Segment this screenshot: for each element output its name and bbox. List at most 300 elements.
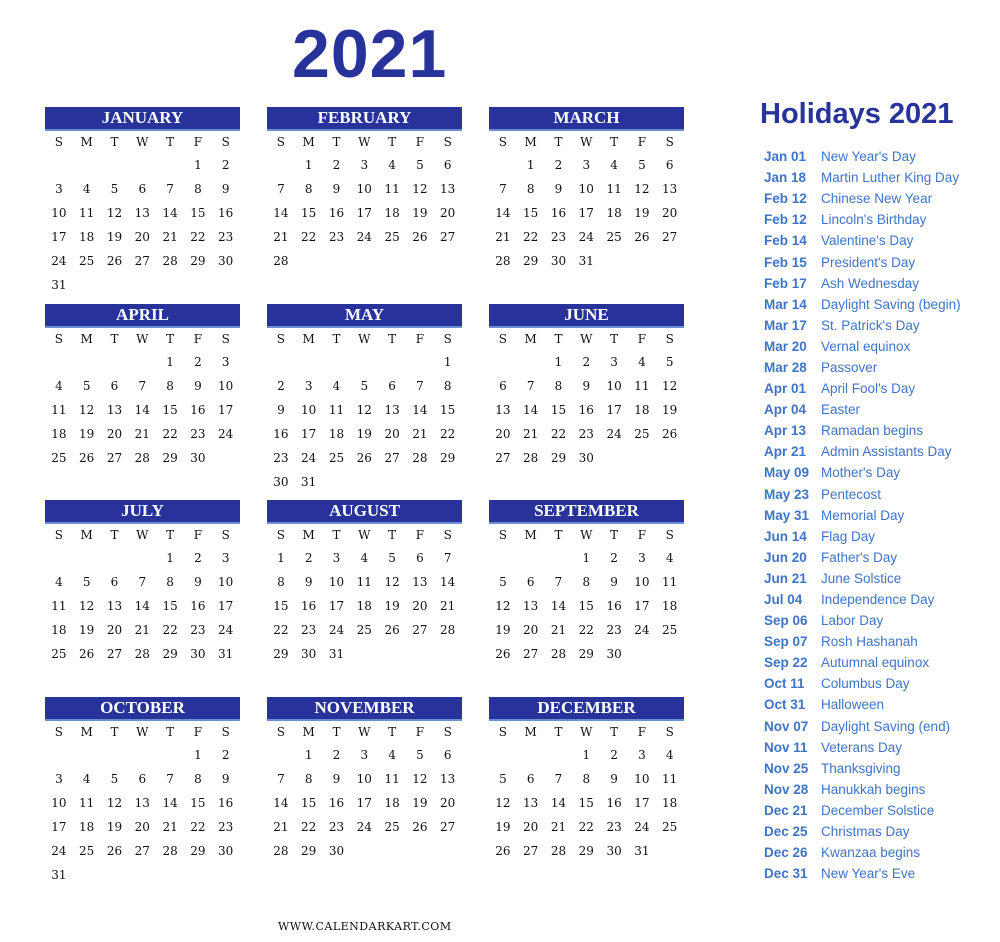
weekday-label: S: [665, 725, 674, 739]
day-cell: [656, 446, 684, 470]
day-cell: 28: [523, 451, 539, 465]
day-cell: [73, 153, 101, 177]
day-cell: 18: [79, 820, 95, 834]
week-row: [489, 546, 684, 570]
day-cell: 7: [277, 182, 285, 196]
year-title: 2021: [292, 16, 448, 92]
month-january: [45, 107, 240, 297]
week-row: [45, 350, 240, 374]
holiday-item: [764, 737, 994, 758]
week-row: [489, 570, 684, 594]
day-cell: 3: [221, 355, 230, 369]
holiday-date: Feb 17: [764, 275, 807, 291]
week-row: [45, 743, 240, 767]
day-cell: 14: [273, 796, 289, 810]
day-cell: 27: [106, 451, 123, 465]
day-cell: 26: [634, 230, 650, 244]
day-cell: [489, 743, 517, 767]
month-march: [489, 107, 684, 273]
weekday-label: S: [54, 332, 64, 346]
day-cell: 28: [550, 647, 567, 661]
holiday-date: Feb 12: [764, 212, 807, 228]
day-cell: 5: [499, 772, 507, 786]
day-cell: 9: [277, 403, 285, 417]
holiday-item: [764, 673, 994, 694]
holiday-name: Father's Day: [821, 549, 898, 565]
day-cell: [656, 249, 684, 273]
day-cell: 3: [638, 748, 646, 762]
holiday-date: Nov 07: [764, 718, 809, 734]
weekday-label: W: [358, 725, 371, 739]
day-cell: 29: [550, 451, 567, 465]
day-cell: 21: [550, 820, 567, 834]
day-cell: [656, 642, 684, 666]
day-cell: 5: [110, 772, 119, 786]
week-row: [267, 642, 462, 666]
day-cell: 27: [384, 451, 400, 465]
holiday-name: Hanukkah begins: [821, 781, 926, 797]
day-cell: 16: [550, 206, 567, 220]
week-row: [45, 273, 240, 297]
weekday-row: [45, 131, 240, 153]
day-cell: 21: [495, 230, 511, 244]
weekday-label: M: [524, 725, 537, 739]
day-cell: 23: [190, 623, 206, 637]
holiday-item: [764, 378, 994, 399]
day-cell: 27: [106, 647, 123, 661]
day-cell: 13: [440, 182, 456, 196]
day-cell: 16: [578, 403, 594, 417]
day-cell: [628, 446, 656, 470]
day-cell: 17: [301, 427, 317, 441]
day-cell: 23: [550, 230, 567, 244]
day-cell: 4: [665, 748, 674, 762]
holiday-name: Daylight Saving (begin): [821, 296, 961, 312]
day-cell: 19: [412, 206, 428, 220]
day-cell: 4: [55, 575, 63, 589]
weekday-label: F: [415, 135, 425, 149]
day-cell: 25: [356, 623, 372, 637]
week-row: [45, 201, 240, 225]
day-cell: 5: [416, 158, 424, 172]
day-cell: 5: [360, 379, 369, 393]
day-cell: 13: [384, 403, 400, 417]
day-cell: 8: [304, 772, 313, 786]
day-cell: 24: [634, 820, 650, 834]
holiday-date: Apr 21: [764, 444, 807, 460]
day-cell: 24: [218, 427, 234, 441]
day-cell: 1: [304, 748, 313, 762]
weekday-label: W: [580, 528, 593, 542]
month-header: AUGUST: [267, 500, 462, 524]
weekday-label: F: [193, 725, 203, 739]
month-header: DECEMBER: [489, 697, 684, 721]
week-row: [267, 470, 462, 494]
day-cell: [101, 863, 129, 887]
day-cell: 26: [662, 427, 678, 441]
day-cell: 24: [51, 254, 67, 268]
day-cell: 20: [106, 427, 123, 441]
day-cell: 4: [388, 158, 396, 172]
holiday-date: Dec 25: [764, 824, 808, 840]
day-cell: 30: [273, 475, 289, 489]
weekday-label: M: [302, 725, 315, 739]
day-cell: 6: [388, 379, 396, 393]
day-cell: 20: [412, 599, 428, 613]
holiday-name: Chinese New Year: [821, 191, 933, 207]
day-cell: 8: [194, 772, 202, 786]
day-cell: 8: [582, 772, 591, 786]
week-row: [489, 398, 684, 422]
day-cell: 26: [356, 451, 372, 465]
holiday-date: Apr 04: [764, 402, 807, 418]
day-cell: 14: [162, 796, 178, 810]
day-cell: 11: [634, 379, 650, 393]
day-cell: 14: [550, 599, 567, 613]
weekday-label: F: [193, 332, 203, 346]
day-cell: [128, 273, 156, 297]
day-cell: 18: [606, 206, 622, 220]
weekday-label: T: [388, 528, 397, 542]
day-cell: [101, 273, 129, 297]
weekday-label: S: [221, 135, 230, 149]
week-row: [45, 546, 240, 570]
day-cell: 27: [134, 844, 150, 858]
day-cell: [406, 839, 434, 863]
weekday-label: T: [554, 135, 563, 149]
day-cell: 2: [610, 551, 618, 565]
day-cell: 10: [328, 575, 345, 589]
day-cell: 6: [443, 158, 452, 172]
day-cell: [101, 546, 129, 570]
week-row: [489, 839, 684, 863]
day-cell: 23: [606, 820, 622, 834]
day-cell: 7: [443, 551, 452, 565]
week-row: [45, 446, 240, 470]
day-cell: 11: [662, 575, 678, 589]
week-row: [267, 815, 462, 839]
holiday-date: May 09: [764, 465, 810, 481]
holiday-date: Sep 06: [764, 613, 808, 629]
holiday-date: Jun 14: [764, 528, 807, 544]
day-cell: 14: [273, 206, 289, 220]
day-cell: 16: [218, 796, 234, 810]
day-cell: 6: [499, 379, 507, 393]
day-cell: 4: [55, 379, 63, 393]
weekday-label: S: [498, 332, 508, 346]
week-row: [489, 815, 684, 839]
day-cell: 28: [273, 254, 289, 268]
day-cell: 30: [578, 451, 594, 465]
day-cell: 26: [495, 844, 511, 858]
holiday-date: Oct 31: [764, 697, 806, 713]
day-cell: 14: [134, 599, 150, 613]
day-cell: 22: [578, 623, 594, 637]
weekday-label: W: [580, 332, 593, 346]
day-cell: 19: [79, 623, 95, 637]
day-cell: 20: [523, 623, 539, 637]
day-cell: [406, 470, 434, 494]
weekday-label: S: [498, 528, 508, 542]
day-cell: 19: [79, 427, 95, 441]
weekday-label: S: [54, 528, 64, 542]
day-cell: 25: [384, 230, 400, 244]
day-cell: 31: [634, 844, 650, 858]
day-cell: 11: [356, 575, 372, 589]
day-cell: 10: [356, 182, 372, 196]
holiday-item: [764, 336, 994, 357]
day-cell: 23: [578, 427, 594, 441]
weekday-label: T: [166, 725, 175, 739]
weekday-label: F: [637, 332, 647, 346]
day-cell: 21: [273, 230, 289, 244]
day-cell: 3: [55, 182, 63, 196]
day-cell: 24: [356, 820, 372, 834]
week-row: [45, 767, 240, 791]
weekday-label: T: [610, 725, 619, 739]
day-cell: 31: [301, 475, 317, 489]
day-cell: 26: [79, 451, 95, 465]
day-cell: 28: [134, 451, 150, 465]
day-cell: 1: [194, 748, 202, 762]
day-cell: 27: [495, 451, 511, 465]
week-row: [45, 594, 240, 618]
day-cell: 31: [218, 647, 234, 661]
weekday-label: S: [665, 332, 674, 346]
day-cell: [45, 153, 73, 177]
day-cell: [628, 249, 656, 273]
day-cell: 26: [106, 844, 123, 858]
week-row: [489, 153, 684, 177]
day-cell: 9: [194, 575, 202, 589]
holiday-date: Apr 01: [764, 381, 807, 397]
day-cell: 11: [328, 403, 345, 417]
day-cell: [156, 273, 184, 297]
day-cell: 15: [190, 796, 206, 810]
day-cell: [323, 249, 351, 273]
holiday-date: Nov 25: [764, 760, 809, 776]
day-cell: 31: [578, 254, 594, 268]
day-cell: 23: [328, 230, 345, 244]
day-cell: 25: [51, 451, 67, 465]
day-cell: 15: [578, 599, 594, 613]
day-cell: 22: [578, 820, 594, 834]
weekday-label: F: [415, 528, 425, 542]
holiday-item: [764, 716, 994, 737]
day-cell: 29: [301, 844, 317, 858]
day-cell: [517, 350, 545, 374]
day-cell: 27: [134, 254, 150, 268]
day-cell: 2: [582, 355, 591, 369]
holiday-item: [764, 589, 994, 610]
day-cell: 8: [166, 379, 174, 393]
day-cell: [434, 249, 462, 273]
holiday-item: [764, 505, 994, 526]
day-cell: 18: [51, 623, 67, 637]
day-cell: 12: [106, 206, 123, 220]
day-cell: 16: [273, 427, 289, 441]
day-cell: [378, 350, 406, 374]
holiday-item: [764, 462, 994, 483]
weekday-label: S: [221, 332, 230, 346]
weekday-label: M: [302, 528, 315, 542]
day-cell: 26: [384, 623, 400, 637]
day-cell: 24: [356, 230, 372, 244]
week-row: [267, 546, 462, 570]
day-cell: 14: [550, 796, 567, 810]
weekday-row: [45, 328, 240, 350]
week-row: [267, 350, 462, 374]
holiday-item: [764, 441, 994, 462]
week-row: [489, 201, 684, 225]
holiday-name: Vernal equinox: [821, 338, 911, 354]
day-cell: 4: [82, 182, 91, 196]
day-cell: 28: [550, 844, 567, 858]
day-cell: [267, 350, 295, 374]
day-cell: 16: [301, 599, 317, 613]
day-cell: 27: [523, 844, 539, 858]
holiday-date: Sep 22: [764, 655, 808, 671]
day-cell: 1: [554, 355, 563, 369]
weekday-label: M: [80, 725, 93, 739]
day-cell: [101, 350, 129, 374]
day-cell: 16: [190, 403, 206, 417]
day-cell: 3: [360, 748, 369, 762]
day-cell: 4: [388, 748, 396, 762]
day-cell: 4: [638, 355, 646, 369]
day-cell: [378, 249, 406, 273]
day-cell: 8: [304, 182, 313, 196]
day-cell: 10: [606, 379, 622, 393]
day-cell: 5: [499, 575, 507, 589]
day-cell: 26: [412, 820, 428, 834]
week-row: [267, 201, 462, 225]
day-cell: 2: [277, 379, 285, 393]
day-cell: 5: [638, 158, 646, 172]
day-cell: 29: [578, 844, 594, 858]
weekday-label: T: [554, 528, 563, 542]
week-row: [489, 618, 684, 642]
holiday-name: Independence Day: [821, 592, 935, 608]
month-december: [489, 697, 684, 863]
week-row: [45, 153, 240, 177]
day-cell: 17: [606, 403, 622, 417]
weekday-label: F: [193, 528, 203, 542]
day-cell: 9: [221, 772, 230, 786]
week-row: [267, 594, 462, 618]
day-cell: [73, 863, 101, 887]
weekday-label: T: [166, 528, 175, 542]
holiday-name: New Year's Day: [821, 149, 916, 165]
weekday-label: S: [443, 725, 452, 739]
holiday-item: [764, 167, 994, 188]
week-row: [267, 177, 462, 201]
day-cell: 28: [440, 623, 456, 637]
day-cell: 17: [356, 206, 372, 220]
day-cell: 2: [304, 551, 313, 565]
weekday-label: T: [388, 135, 397, 149]
day-cell: 20: [662, 206, 678, 220]
day-cell: 7: [554, 772, 563, 786]
holiday-item: [764, 568, 994, 589]
day-cell: 7: [166, 772, 174, 786]
day-cell: 19: [384, 599, 400, 613]
day-cell: 13: [523, 796, 539, 810]
day-cell: 23: [273, 451, 289, 465]
weekday-label: M: [302, 135, 315, 149]
day-cell: 27: [440, 230, 456, 244]
holiday-item: [764, 631, 994, 652]
month-header: APRIL: [45, 304, 240, 328]
week-row: [267, 249, 462, 273]
holiday-date: May 31: [764, 507, 810, 523]
holiday-name: Labor Day: [821, 613, 884, 629]
day-cell: 30: [606, 647, 622, 661]
weekday-label: T: [110, 332, 119, 346]
weekday-label: T: [110, 528, 119, 542]
holiday-item: [764, 694, 994, 715]
day-cell: 8: [554, 379, 563, 393]
day-cell: 1: [526, 158, 535, 172]
holiday-item: [764, 146, 994, 167]
week-row: [45, 249, 240, 273]
weekday-label: T: [332, 332, 341, 346]
day-cell: 9: [332, 182, 341, 196]
day-cell: 17: [218, 403, 234, 417]
holiday-name: Lincoln's Birthday: [821, 212, 927, 228]
day-cell: 4: [665, 551, 674, 565]
day-cell: 3: [360, 158, 369, 172]
weekday-row: [489, 328, 684, 350]
day-cell: 21: [412, 427, 428, 441]
day-cell: 11: [79, 796, 95, 810]
day-cell: [45, 743, 73, 767]
day-cell: 19: [106, 820, 123, 834]
day-cell: 3: [582, 158, 591, 172]
day-cell: 7: [499, 182, 507, 196]
day-cell: 24: [51, 844, 67, 858]
day-cell: [45, 350, 73, 374]
day-cell: 8: [526, 182, 535, 196]
day-cell: 17: [578, 206, 594, 220]
weekday-label: T: [332, 528, 341, 542]
day-cell: 5: [82, 575, 91, 589]
day-cell: 24: [301, 451, 317, 465]
holiday-item: [764, 821, 994, 842]
weekday-label: S: [276, 528, 286, 542]
day-cell: 25: [384, 820, 400, 834]
weekday-label: S: [54, 135, 64, 149]
day-cell: 9: [221, 182, 230, 196]
day-cell: 5: [110, 182, 119, 196]
day-cell: [212, 273, 240, 297]
weekday-label: T: [110, 725, 119, 739]
holiday-item: [764, 399, 994, 420]
holiday-item: [764, 610, 994, 631]
week-row: [489, 767, 684, 791]
holiday-name: Martin Luther King Day: [821, 170, 960, 186]
day-cell: [73, 546, 101, 570]
holiday-item: [764, 420, 994, 441]
day-cell: 17: [634, 796, 650, 810]
weekday-label: T: [388, 725, 397, 739]
day-cell: 31: [328, 647, 345, 661]
month-august: [267, 500, 462, 666]
holiday-item: [764, 188, 994, 209]
weekday-label: T: [388, 332, 397, 346]
week-row: [267, 153, 462, 177]
day-cell: 5: [416, 748, 424, 762]
